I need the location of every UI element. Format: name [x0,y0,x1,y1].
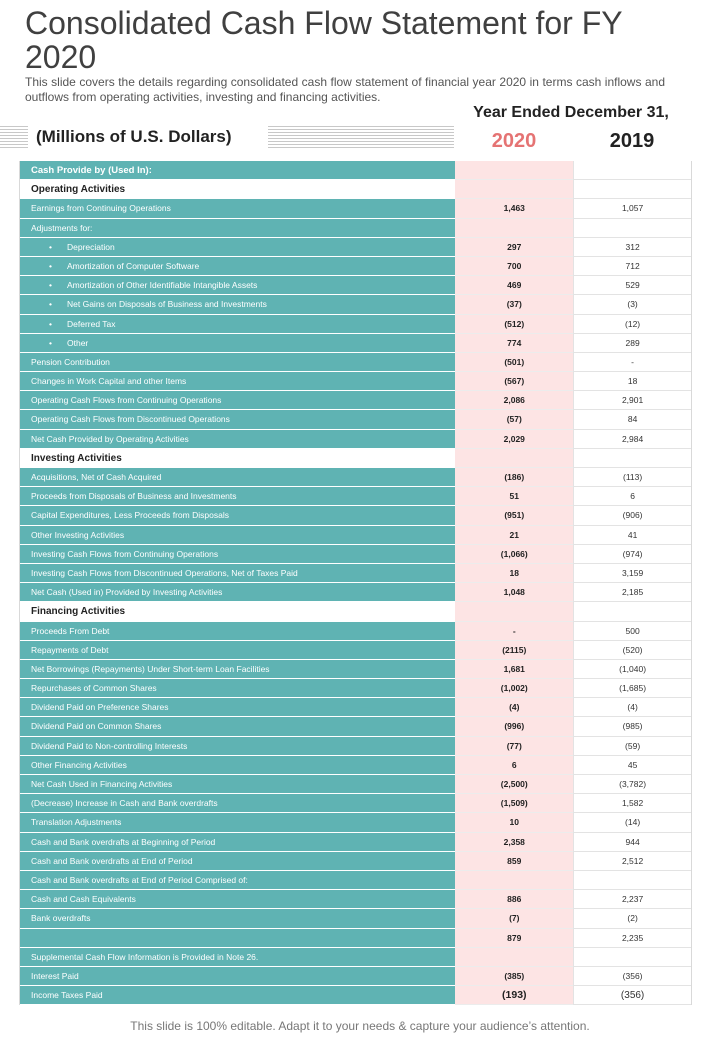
row-label [20,372,455,391]
row-label-text: Acquisitions, Net of Cash Acquired [31,472,162,482]
row-label-text: Dividend Paid on Common Shares [31,721,162,732]
row-label [20,909,455,928]
year-ended-heading: Year Ended December 31, [473,104,669,121]
row-label-text: Translation Adjustments [31,817,122,828]
row-label-text: Dividend Paid on Preference Shares [31,702,169,713]
value-2020: 10 [455,813,573,832]
row-label [20,410,455,429]
value-2020: (1,002) [455,679,573,698]
table-row [20,219,691,238]
value-2020: (186) [455,468,573,487]
table-row [20,410,691,429]
row-label [20,276,455,295]
value-2020: 51 [455,487,573,506]
table-row [20,717,691,736]
table-row [20,833,691,852]
value-2019: (356) [573,967,691,986]
units-label: (Millions of U.S. Dollars) [36,127,232,146]
value-2019 [573,449,691,468]
value-2019: 289 [573,334,691,353]
value-2019: - [573,353,691,372]
decorative-stripes-left [0,126,28,148]
value-2019: 529 [573,276,691,295]
row-label [20,506,455,525]
value-2020: (501) [455,353,573,372]
row-label [20,180,455,199]
value-2020: (996) [455,717,573,736]
value-2019: 2,512 [573,852,691,871]
row-label-text: Repurchases of Common Shares [31,683,157,694]
value-2019: 500 [573,622,691,641]
bullet-icon: • [49,241,52,252]
row-label-text: Investing Activities [31,452,122,464]
table-row [20,372,691,391]
value-2020 [455,449,573,468]
value-2020: (1,509) [455,794,573,813]
row-label-text: Repayments of Debt [31,644,109,655]
value-2020: 1,463 [455,199,573,218]
value-2019: 944 [573,833,691,852]
value-2020: (37) [455,295,573,314]
table-row [20,238,691,257]
table-row [20,794,691,813]
row-label-text: Capital Expenditures, Less Proceeds from Disposals [31,510,229,521]
footer-note: This slide is 100% editable. Adapt it to your needs & capture your audience’s attention. [130,1019,590,1033]
row-label-text: Amortization of Computer Software [67,260,200,271]
bullet-icon: • [49,280,52,291]
value-2019: (356) [573,986,691,1005]
table-row [20,257,691,276]
table-row [20,698,691,717]
value-2020: (2,500) [455,775,573,794]
value-2020 [455,948,573,967]
table-row [20,660,691,679]
row-label-text: Cash and Bank overdrafts at End of Period [31,855,193,866]
value-2019 [573,180,691,199]
value-2019 [573,219,691,238]
cash-flow-table [19,161,692,1005]
section-row [20,602,691,621]
value-2019: (974) [573,545,691,564]
row-label [20,986,455,1005]
value-2020 [455,602,573,621]
row-label [20,602,455,621]
row-label-text: Depreciation [67,241,115,252]
value-2020: 297 [455,238,573,257]
value-2019 [573,871,691,890]
row-label [20,775,455,794]
value-2020: (951) [455,506,573,525]
bullet-icon: • [49,318,52,329]
row-label [20,487,455,506]
row-label [20,948,455,967]
row-label-text: Other Financing Activities [31,759,127,770]
value-2019: 712 [573,257,691,276]
row-label-text: Interest Paid [31,970,79,981]
row-label [20,679,455,698]
table-row [20,199,691,218]
table-row [20,890,691,909]
column-header-2020: 2020 [491,130,537,152]
value-2019 [573,161,691,180]
row-label [20,295,455,314]
row-label-text: Financing Activities [31,606,126,618]
table-row [20,871,691,890]
value-2019: 18 [573,372,691,391]
row-label [20,526,455,545]
table-row [20,526,691,545]
row-label-text: Deferred Tax [67,318,116,329]
bullet-icon: • [49,299,52,310]
row-label [20,967,455,986]
row-label [20,315,455,334]
table-row [20,967,691,986]
row-label [20,813,455,832]
row-label [20,660,455,679]
table-row [20,986,691,1005]
table-row [20,641,691,660]
value-2020: (512) [455,315,573,334]
row-label [20,391,455,410]
row-label [20,717,455,736]
value-2020: 1,048 [455,583,573,602]
row-label [20,257,455,276]
row-label [20,238,455,257]
table-row [20,545,691,564]
value-2019: 2,235 [573,929,691,948]
row-label-text: Cash and Cash Equivalents [31,894,136,905]
value-2020 [455,161,573,180]
value-2019: 2,901 [573,391,691,410]
value-2020: 1,681 [455,660,573,679]
bullet-icon: • [49,337,52,348]
value-2020 [455,180,573,199]
row-label-text: Other [67,337,89,348]
row-label [20,468,455,487]
table-row [20,909,691,928]
value-2020: 2,358 [455,833,573,852]
value-2019: 2,984 [573,430,691,449]
row-label [20,334,455,353]
table-row [20,756,691,775]
row-label-text: Adjustments for: [31,222,93,233]
row-label-text: Net Cash Used in Financing Activities [31,779,173,789]
table-row [20,929,691,948]
value-2019: (3,782) [573,775,691,794]
value-2020: (385) [455,967,573,986]
row-label-text: Other Investing Activities [31,529,125,540]
row-label [20,219,455,238]
value-2020: 6 [455,756,573,775]
row-label-text: Changes in Work Capital and other Items [31,376,187,387]
row-label [20,794,455,813]
row-label [20,353,455,372]
row-label-text: Dividend Paid to Non-controlling Interests [31,740,188,751]
value-2019: (985) [573,717,691,736]
table-row [20,622,691,641]
value-2020: (2115) [455,641,573,660]
row-label-text: Net Cash (Used in) Provided by Investing Activities [31,587,223,598]
column-header-2019: 2019 [609,130,655,152]
row-label [20,545,455,564]
units-row [0,126,460,148]
row-label-text: (Decrease) Increase in Cash and Bank overdrafts [31,798,218,809]
value-2020: 18 [455,564,573,583]
value-2019: 45 [573,756,691,775]
table-row [20,679,691,698]
row-label-text: Investing Cash Flows from Continuing Operations [31,548,219,559]
row-label [20,852,455,871]
value-2019: (906) [573,506,691,525]
row-label-text: Cash and Bank overdrafts at End of Period Comprised of: [31,874,248,885]
value-2019: (1,685) [573,679,691,698]
value-2020: 700 [455,257,573,276]
value-2019: 3,159 [573,564,691,583]
value-2020: 2,086 [455,391,573,410]
section-row [20,449,691,468]
value-2019: 2,185 [573,583,691,602]
row-label-text: Proceeds from Disposals of Business and Investments [31,491,237,502]
table-row [20,391,691,410]
row-label [20,929,455,948]
table-row [20,430,691,449]
section-row [20,180,691,199]
row-label-text: Operating Cash Flows from Continuing Operations [31,395,222,406]
value-2019: (4) [573,698,691,717]
table-row [20,583,691,602]
row-label-text: Income Taxes Paid [31,990,103,1001]
bullet-icon: • [49,260,52,271]
table-row [20,506,691,525]
value-2019: (1,040) [573,660,691,679]
row-label [20,756,455,775]
table-row [20,813,691,832]
value-2020: 21 [455,526,573,545]
row-label-text: Cash Provide by (Used In): [31,165,152,176]
value-2020: (77) [455,737,573,756]
table-row [20,315,691,334]
row-label [20,161,455,180]
value-2019: 1,057 [573,199,691,218]
value-2019: 41 [573,526,691,545]
row-label-text: Amortization of Other Identifiable Intangible Assets [67,280,258,291]
row-label [20,449,455,468]
row-label-text: Investing Cash Flows from Discontinued Operations, Net of Taxes Paid [31,567,298,578]
value-2020: - [455,622,573,641]
value-2020: 859 [455,852,573,871]
table-row [20,948,691,967]
value-2019: 1,582 [573,794,691,813]
value-2019: 84 [573,410,691,429]
row-label [20,583,455,602]
row-label [20,199,455,218]
table-row [20,334,691,353]
value-2020: (1,066) [455,545,573,564]
value-2020: (7) [455,909,573,928]
row-label-text: Proceeds From Debt [31,625,110,636]
table-header-row [20,161,691,180]
row-label [20,430,455,449]
value-2020: (4) [455,698,573,717]
row-label [20,622,455,641]
value-2019: (520) [573,641,691,660]
table-row [20,737,691,756]
row-label [20,737,455,756]
value-2019: 6 [573,487,691,506]
value-2019: (14) [573,813,691,832]
row-label-text: Net Borrowings (Repayments) Under Short-term Loan Facilities [31,663,270,674]
value-2020: 886 [455,890,573,909]
value-2020: 2,029 [455,430,573,449]
table-row [20,295,691,314]
row-label-text: Net Cash Provided by Operating Activities [31,433,189,444]
value-2020: (567) [455,372,573,391]
table-row [20,353,691,372]
decorative-stripes-right [268,126,454,148]
row-label-text: Bank overdrafts [31,913,91,924]
value-2019 [573,602,691,621]
value-2019: (2) [573,909,691,928]
row-label-text: Cash and Bank overdrafts at Beginning of Period [31,836,216,847]
table-row [20,487,691,506]
row-label [20,564,455,583]
value-2020: (193) [455,986,573,1005]
page-title: Consolidated Cash Flow Statement for FY 2020 [25,5,623,75]
table-row [20,775,691,794]
row-label [20,641,455,660]
value-2020: 469 [455,276,573,295]
value-2019: (3) [573,295,691,314]
row-label [20,890,455,909]
value-2019: 312 [573,238,691,257]
row-label-text: Operating Activities [31,184,126,196]
value-2020 [455,219,573,238]
value-2019 [573,948,691,967]
row-label-text: Supplemental Cash Flow Information is Provided in Note 26. [31,951,259,962]
row-label-text: Operating Cash Flows from Discontinued Operations [31,414,230,425]
value-2019: 2,237 [573,890,691,909]
table-row [20,852,691,871]
page-subtitle: This slide covers the details regarding consolidated cash flow statement of financial year 2020 in terms cash inflows and outflows from operating activities, investing and financing activities. [25,75,665,104]
value-2019: (59) [573,737,691,756]
value-2020: 879 [455,929,573,948]
row-label-text: Pension Contribution [31,356,110,367]
table-row [20,468,691,487]
value-2019: (113) [573,468,691,487]
value-2020 [455,871,573,890]
row-label [20,833,455,852]
table-row [20,564,691,583]
row-label [20,871,455,890]
row-label-text: Net Gains on Disposals of Business and Investments [67,299,267,310]
row-label [20,698,455,717]
value-2019: (12) [573,315,691,334]
row-label-text: Earnings from Continuing Operations [31,203,171,214]
table-row [20,276,691,295]
value-2020: (57) [455,410,573,429]
value-2020: 774 [455,334,573,353]
